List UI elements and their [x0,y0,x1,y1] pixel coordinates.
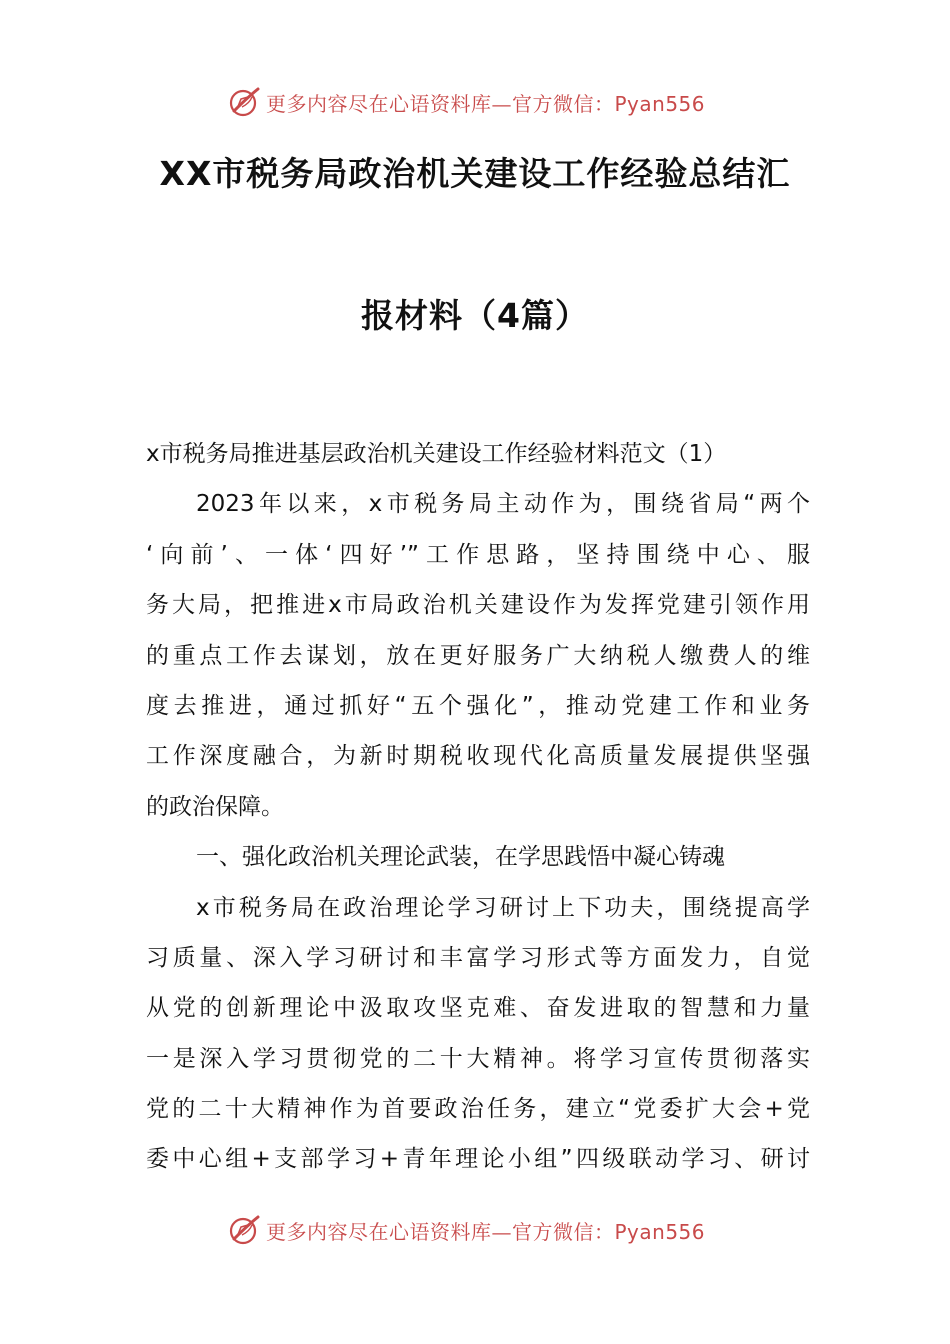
document-title-line-1: XX市税务局政治机关建设工作经验总结汇 [159,154,791,193]
paragraph-line: 度去推进，通过抓好“五个强化”，推动党建工作和业务 [146,692,810,719]
wechat-id: Pyan556 [614,1219,706,1244]
paragraph-line: 从党的创新理论中汲取攻坚克难、奋发进取的智慧和力量 [146,995,810,1022]
paragraph-line: 习质量、深入学习研讨和丰富学习形式等方面发力，自觉 [146,944,810,971]
paragraph-line: 一是深入学习贯彻党的二十大精神。将学习宣传贯彻落实 [146,1045,810,1072]
watermark-text: 更多内容尽在心语资料库—官方微信：Pyan556 [266,91,706,116]
pen-quill-logo-icon [228,1213,262,1247]
section-heading: 一、强化政治机关理论武装，在学思践悟中凝心铸魂 [196,844,725,871]
document-body [146,432,810,1188]
wechat-id: Pyan556 [614,91,706,116]
subheading: x市税务局推进基层政治机关建设工作经验材料范文（1） [146,441,727,467]
paragraph-line: 的重点工作去谋划，放在更好服务广大纳税人缴费人的维 [146,642,810,669]
watermark-text: 更多内容尽在心语资料库—官方微信：Pyan556 [266,1219,706,1244]
paragraph-line: 委中心组+支部学习+青年理论小组”四级联动学习、研讨 [146,1146,810,1173]
paragraph-line: 2023年以来，x市税务局主动作为，围绕省局“两个 [196,491,810,518]
paragraph-line: 工作深度融合，为新时期税收现代化高质量发展提供坚强 [146,743,810,770]
pen-quill-logo-icon [228,85,262,119]
paragraph-line: ‘向前’、一体‘四好’”工作思路，坚持围绕中心、服 [146,541,810,568]
footer-watermark-banner [0,1210,950,1250]
paragraph-line: 党的二十大精神作为首要政治任务，建立“党委扩大会+党 [146,1096,810,1123]
paragraph-line: 的政治保障。 [146,793,284,820]
header-watermark-banner [0,82,950,122]
paragraph-line: 务大局，把推进x市局政治机关建设作为发挥党建引领作用 [146,592,810,619]
document-title-line-2: 报材料（4篇） [361,296,589,335]
paragraph-line: x市税务局在政治理论学习研讨上下功夫，围绕提高学 [196,894,810,921]
